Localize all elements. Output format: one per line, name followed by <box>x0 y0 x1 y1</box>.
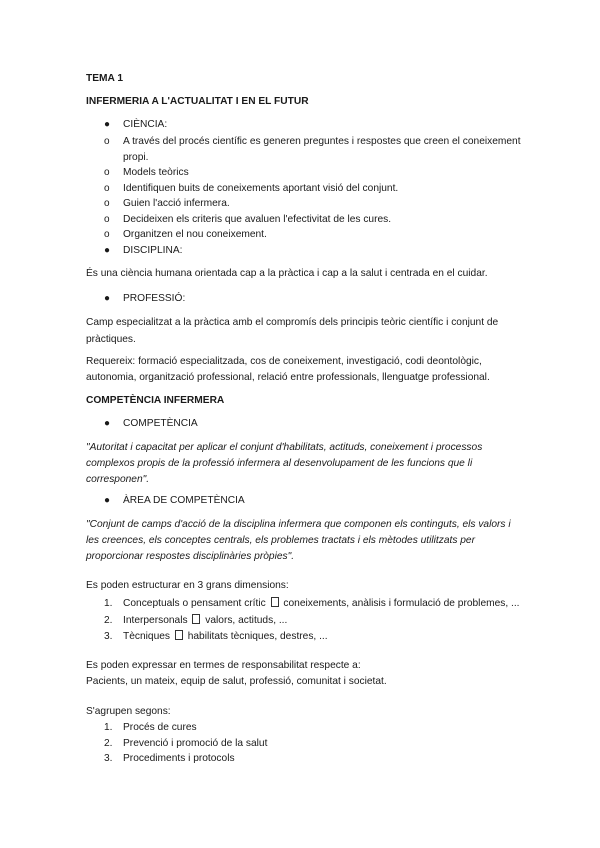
circle-bullet-icon: o <box>104 229 110 240</box>
competencia-quote: corresponen". <box>86 474 150 485</box>
list-item: Models teòrics <box>123 167 189 178</box>
list-number: 2. <box>104 738 113 749</box>
heading: TEMA 1 <box>86 73 123 84</box>
bullet-icon: ● <box>104 418 111 429</box>
list-item: Guien l'acció infermera. <box>123 198 230 209</box>
dimension-name: Conceptuals o pensament crític <box>123 598 266 609</box>
responsabilitat-text: Pacients, un mateix, equip de salut, professió, comunitat i societat. <box>86 676 387 687</box>
requereix-text: autonomia, organització professional, relació entre professionals, llenguatge professional. <box>86 372 490 383</box>
list-number: 1. <box>104 598 113 609</box>
competencia-label: COMPETÈNCIA <box>123 418 198 429</box>
area-quote: les creences, els conceptes centrals, els problemes tractats i els mètodes utilitzats per <box>86 535 475 546</box>
list-item: propi. <box>123 152 149 163</box>
ciencia-label: CIÈNCIA: <box>123 119 168 130</box>
professio-label: PROFESSIÓ: <box>123 293 186 304</box>
list-item <box>123 597 520 611</box>
list-number: 1. <box>104 722 113 733</box>
circle-bullet-icon: o <box>104 183 110 194</box>
dimension-name: Interpersonals <box>123 615 188 626</box>
requereix-text: Requereix: formació especialitzada, cos de coneixement, investigació, codi deontològic, <box>86 356 482 367</box>
competencia-quote: complexos propis de la professió infermera al desenvolupament de les funcions que li <box>86 458 473 469</box>
area-label: ÀREA DE COMPETÈNCIA <box>123 495 245 506</box>
list-item: Procés de cures <box>123 722 197 733</box>
list-item: A través del procés científic es generen preguntes i respostes que creen el coneixement <box>123 136 521 147</box>
section-title: COMPETÈNCIA INFERMERA <box>86 395 225 406</box>
circle-bullet-icon: o <box>104 198 110 209</box>
area-quote: proporcionar respostes disciplinàries pròpies". <box>86 551 295 562</box>
circle-bullet-icon: o <box>104 214 110 225</box>
list-number: 3. <box>104 753 113 764</box>
list-item: Identifiquen buits de coneixements aportant visió del conjunt. <box>123 183 399 194</box>
list-item <box>123 630 328 644</box>
circle-bullet-icon: o <box>104 167 110 178</box>
agrupen-intro: S'agrupen segons: <box>86 706 171 717</box>
disciplina-text: És una ciència humana orientada cap a la pràctica i cap a la salut i centrada en el cuidar. <box>86 268 488 279</box>
area-quote: "Conjunt de camps d'acció de la disciplina infermera que componen els continguts, els valors i <box>86 519 511 530</box>
dimension-name: Tècniques <box>123 631 171 642</box>
bullet-icon: ● <box>104 245 111 256</box>
list-item: Procediments i protocols <box>123 753 235 764</box>
arrow-glyph-icon <box>192 614 200 624</box>
bullet-icon: ● <box>104 119 111 130</box>
dimension-detail: valors, actituds, ... <box>205 615 288 626</box>
arrow-glyph-icon <box>175 630 183 640</box>
list-item: Organitzen el nou coneixement. <box>123 229 267 240</box>
disciplina-label: DISCIPLINA: <box>123 245 183 256</box>
dimension-detail: habilitats tècniques, destres, ... <box>187 631 328 642</box>
list-number: 3. <box>104 631 113 642</box>
list-item: Decideixen els criteris que avaluen l'efectivitat de les cures. <box>123 214 392 225</box>
bullet-icon: ● <box>104 293 111 304</box>
bullet-icon: ● <box>104 495 111 506</box>
dimension-detail: coneixements, anàlisis i formulació de problemes, ... <box>283 598 520 609</box>
professio-text: Camp especialitzat a la pràctica amb el compromís dels principis teòric científic i conjunt de <box>86 317 499 328</box>
title: INFERMERIA A L'ACTUALITAT I EN EL FUTUR <box>86 96 309 107</box>
list-item: Prevenció i promoció de la salut <box>123 738 268 749</box>
professio-text: pràctiques. <box>86 334 136 345</box>
list-number: 2. <box>104 615 113 626</box>
arrow-glyph-icon <box>271 597 279 607</box>
list-item <box>123 614 287 628</box>
circle-bullet-icon: o <box>104 136 110 147</box>
responsabilitat-text: Es poden expressar en termes de responsabilitat respecte a: <box>86 660 361 671</box>
competencia-quote: "Autoritat i capacitat per aplicar el conjunt d'habilitats, actituds, coneixement i processos <box>86 442 483 453</box>
dimensions-intro: Es poden estructurar en 3 grans dimensions: <box>86 580 289 591</box>
